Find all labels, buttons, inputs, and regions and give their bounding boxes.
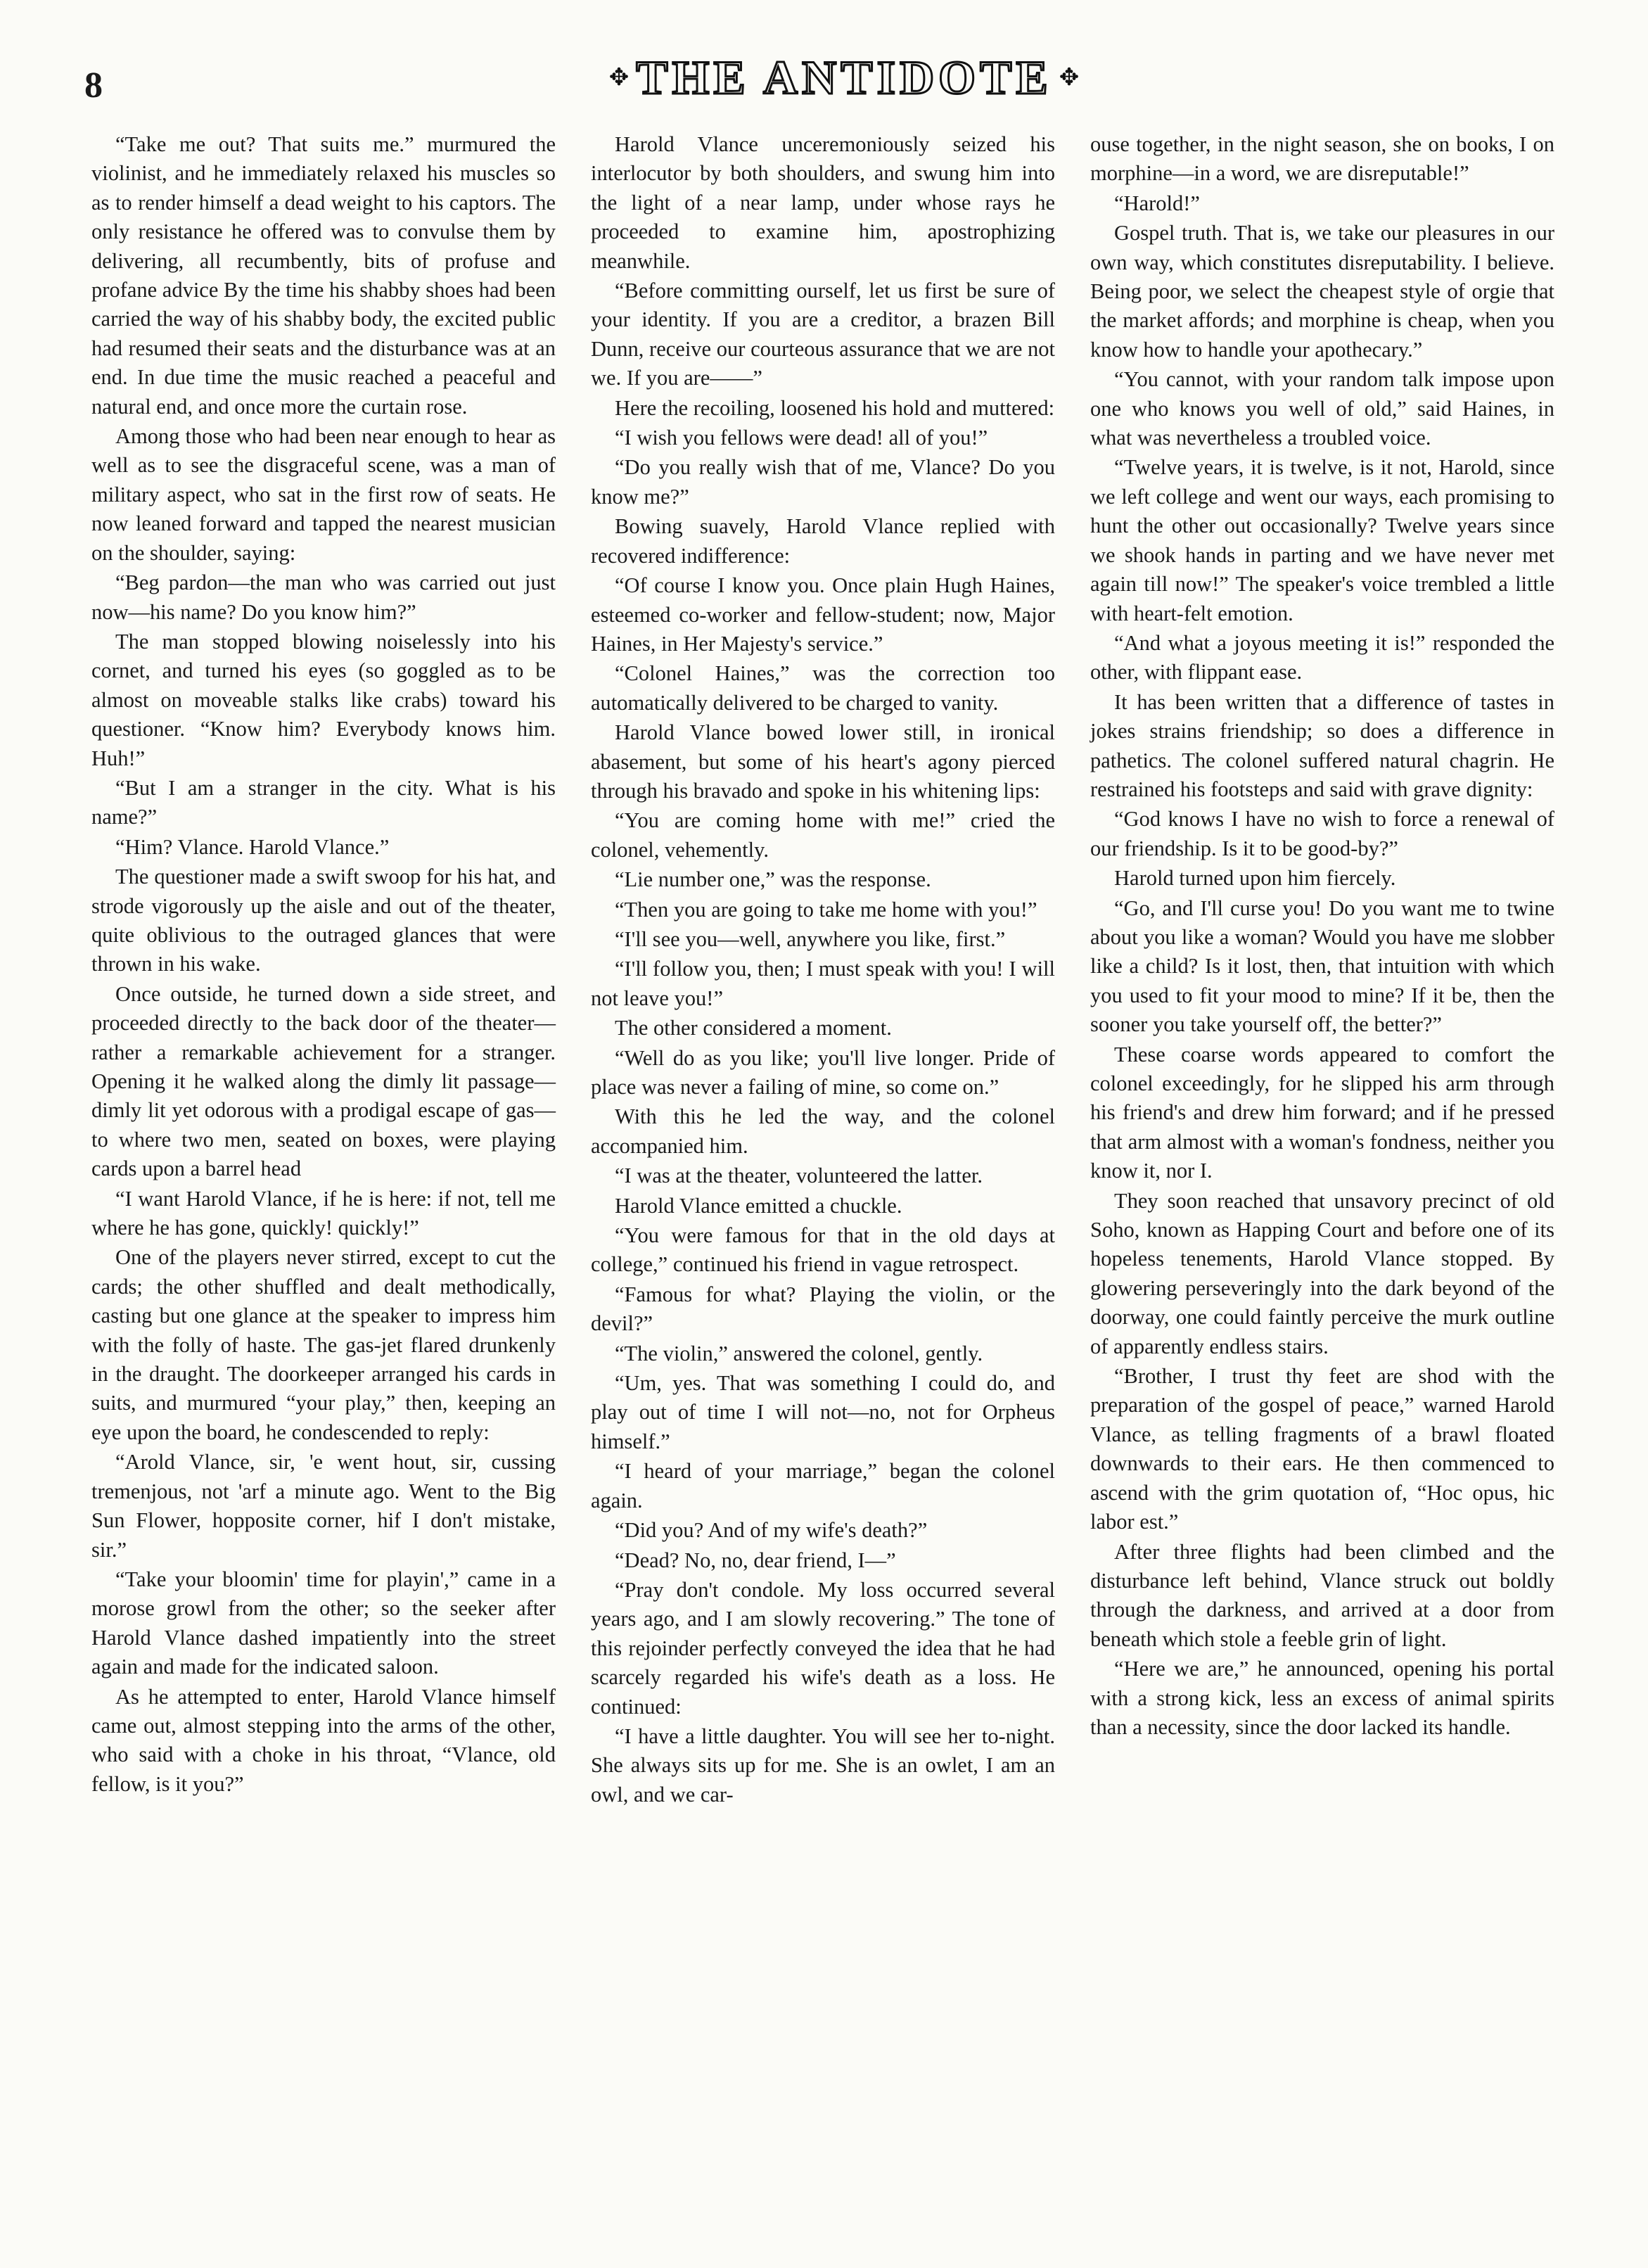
- paragraph: The other considered a moment.: [615, 1016, 892, 1040]
- paragraph: The questioner made a swift swoop for his hat, and strode vigorously up the aisle and out of the theater, quite oblivious to the outraged glances that were thrown in his wake.: [91, 865, 556, 976]
- paragraph: Harold Vlance unceremoniously seized his interlocutor by both shoulders, and swung him into the light of a near lamp, under whose rays he proceeded to examine him, apostrophizing meanwhile.: [591, 132, 1055, 273]
- column-2: [591, 130, 1055, 2121]
- paragraph: Harold Vlance bowed lower still, in ironical abasement, but some of his heart's agony pierced through his bravado and spoke in his whitening lips:: [591, 720, 1055, 803]
- column-1: [91, 130, 556, 2121]
- paragraph: “Beg pardon—the man who was carried out just now—his name? Do you know him?”: [91, 571, 556, 624]
- paragraph: Once outside, he turned down a side street, and proceeded directly to the back door of the theater—rather a remarkable achievement for a stranger. Opening it he walked along the dimly lit passage—dimly lit yet odorous with a prodigal escape of gas—to where two men, seated on boxes, were playing cards upon a barrel head: [91, 981, 556, 1181]
- paragraph: “I want Harold Vlance, if he is here: if not, tell me where he has gone, quickly! quickly!”: [91, 1186, 556, 1240]
- paragraph: “God knows I have no wish to force a renewal of our friendship. Is it to be good-by?”: [1090, 807, 1554, 860]
- paragraph: They soon reached that unsavory precinct of old Soho, known as Happing Court and before one of its hopeless tenements, Harold Vlance stopped. By glowering perseveringly into the dark beyond of the doorway, one could faintly perceive the murk outline of apparently endless stairs.: [1090, 1188, 1554, 1358]
- paragraph: “I wish you fellows were dead! all of you!”: [615, 426, 988, 450]
- masthead-title: THE ANTIDOTE: [636, 50, 1052, 104]
- paragraph: Among those who had been near enough to hear as well as to see the disgraceful scene, was a man of military aspect, who sat in the first row of seats. He now leaned forward and tapped the nearest musician on the shoulder, saying:: [91, 424, 556, 565]
- masthead: [591, 49, 1097, 106]
- paragraph: The man stopped blowing noiselessly into his cornet, and turned his eyes (so goggled as to be almost on moveable stalks like crabs) toward his questioner. “Know him? Everybody knows him. Huh!”: [91, 629, 556, 770]
- paragraph: “Of course I know you. Once plain Hugh Haines, esteemed co-worker and fellow-student; now, Major Haines, in Her Majesty's service.”: [591, 573, 1055, 656]
- paragraph: “Colonel Haines,” was the correction too automatically delivered to be charged to vanity.: [591, 661, 1055, 715]
- paragraph: “Lie number one,” was the response.: [615, 867, 931, 892]
- paragraph: “Pray don't condole. My loss occurred several years ago, and I am slowly recovering.” The tone of this rejoinder perfectly conveyed the idea that he had scarcely regarded his wife's death as a loss. He continued:: [591, 1577, 1055, 1719]
- paragraph: “Take your bloomin' time for playin',” came in a morose growl from the other; so the seeker after Harold Vlance dashed impatiently into the street again and made for the indicated saloon.: [91, 1567, 556, 1679]
- paragraph: “Harold!”: [1114, 191, 1200, 215]
- paragraph: “Famous for what? Playing the violin, or the devil?”: [591, 1282, 1055, 1336]
- paragraph: “Well do as you like; you'll live longer. Pride of place was never a failing of mine, so come on.”: [591, 1045, 1055, 1099]
- paragraph: These coarse words appeared to comfort the colonel exceedingly, for he slipped his arm through his friend's and drew him forward; and if he pressed that arm almost with a woman's fondness, neither you know it, nor I.: [1090, 1042, 1554, 1183]
- ornament-left-icon: ✥: [608, 65, 630, 91]
- page-number: 8: [84, 65, 103, 106]
- paragraph: Harold Vlance emitted a chuckle.: [615, 1193, 902, 1218]
- paragraph: “I have a little daughter. You will see her to-night. She always sits up for me. She is an owlet, I am an owl, and we car-: [591, 1724, 1055, 1807]
- paragraph: “I'll follow you, then; I must speak with you! I will not leave you!”: [591, 957, 1055, 1010]
- paragraph: It has been written that a difference of tastes in jokes strains friendship; so does a difference in pathetics. The colonel suffered natural chagrin. He restrained his footsteps and said with grave dignity:: [1090, 689, 1554, 801]
- paragraph: “I was at the theater, volunteered the latter.: [615, 1164, 983, 1188]
- paragraph: “You are coming home with me!” cried the colonel, vehemently.: [591, 808, 1055, 862]
- paragraph: “Twelve years, it is twelve, is it not, Harold, since we left college and went our ways, each promising to hunt the other out occasionally? Twelve years since we shook hands in parting and we have never met again till now!” The speaker's voice trembled a little with heart-felt emotion.: [1090, 455, 1554, 625]
- paragraph: “You cannot, with your random talk impose upon one who knows you well of old,” said Haines, in what was nevertheless a troubled voice.: [1090, 367, 1554, 450]
- paragraph: “I heard of your marriage,” began the colonel again.: [591, 1459, 1055, 1512]
- paragraph: “But I am a stranger in the city. What is his name?”: [91, 775, 556, 829]
- paragraph: Harold turned upon him fiercely.: [1114, 866, 1396, 891]
- paragraph: “Then you are going to take me home with you!”: [615, 897, 1037, 922]
- paragraph: “Brother, I trust thy feet are shod with the preparation of the gospel of peace,” warned Harold Vlance, as telling fragments of a brawl floated downwards to their ears. He then commenced to ascend with the grim quotation of, “Hoc opus, hic labor est.”: [1090, 1364, 1554, 1534]
- paragraph: “Arold Vlance, sir, 'e went hout, sir, cussing tremenjous, not 'arf a minute ago. Went to the Big Sun Flower, hopposite corner, hif I don't mistake, sir.”: [91, 1450, 556, 1562]
- paragraph: “Here we are,” he announced, opening his portal with a strong kick, less an excess of animal spirits than a necessity, since the door lacked its handle.: [1090, 1657, 1554, 1739]
- paragraph: Bowing suavely, Harold Vlance replied with recovered indifference:: [591, 514, 1055, 568]
- paragraph: “Do you really wish that of me, Vlance? Do you know me?”: [591, 455, 1055, 509]
- paragraph: “Take me out? That suits me.” murmured the violinist, and he immediately relaxed his muscles so as to render himself a dead weight to his captors. The only resistance he offered was to convulse them by delivering, all recumbently, bits of profuse and profane advice By the time his shabby shoes had been carried the way of his shabby body, the excited public had resumed their seats and the disturbance was at an end. In due time the music reached a peaceful and natural end, and once more the curtain rose.: [91, 132, 556, 419]
- ornament-right-icon: ✥: [1059, 65, 1080, 91]
- paragraph: Gospel truth. That is, we take our pleasures in our own way, which constitutes disreputability. I believe. Being poor, we select the cheapest style of orgie that the market affords; and morphine is cheap, when you know how to handle your apothecary.”: [1090, 221, 1554, 362]
- paragraph: ouse together, in the night season, she on books, I on morphine—in a word, we are disreputable!”: [1090, 132, 1554, 186]
- paragraph: With this he led the way, and the colonel accompanied him.: [591, 1104, 1055, 1158]
- paragraph: “And what a joyous meeting it is!” responded the other, with flippant ease.: [1090, 630, 1554, 684]
- paragraph: “Before committing ourself, let us first be sure of your identity. If you are a creditor, a brazen Bill Dunn, receive our courteous assurance that we are not we. If you are——”: [591, 279, 1055, 390]
- article-columns: [91, 130, 1554, 2121]
- paragraph: One of the players never stirred, except to cut the cards; the other shuffled and dealt methodically, casting but one glance at the speaker to impress him with the folly of haste. The gas-jet flared drunkenly in the draught. The doorkeeper arranged his cards in suits, and murmured “your play,” then, keeping an eye upon the board, he condescended to reply:: [91, 1245, 556, 1444]
- paragraph: “The violin,” answered the colonel, gently.: [615, 1341, 983, 1365]
- paragraph: “Um, yes. That was something I could do, and play out of time I will not—no, not for Orpheus himself.”: [591, 1371, 1055, 1453]
- paragraph: “I'll see you—well, anywhere you like, first.”: [615, 926, 1006, 951]
- paragraph: As he attempted to enter, Harold Vlance himself came out, almost stepping into the arms of the other, who said with a choke in his throat, “Vlance, old fellow, is it you?”: [91, 1684, 556, 1796]
- paragraph: “Did you? And of my wife's death?”: [615, 1518, 928, 1543]
- paragraph: “Dead? No, no, dear friend, I—”: [615, 1548, 896, 1572]
- paragraph: “Him? Vlance. Harold Vlance.”: [115, 834, 390, 859]
- paragraph: After three flights had been climbed and the disturbance left behind, Vlance struck out boldly through the darkness, and arrived at a door from beneath which stole a feeble grin of light.: [1090, 1539, 1554, 1651]
- paragraph: “You were famous for that in the old days at college,” continued his friend in vague retrospect.: [591, 1223, 1055, 1277]
- column-3: [1090, 130, 1554, 2121]
- paragraph: “Go, and I'll curse you! Do you want me to twine about you like a woman? Would you have me slobber like a child? Is it lost, then, that intuition with which you used to fit your mood to mine? If it be, then the sooner you take yourself off, the better?”: [1090, 896, 1554, 1037]
- paragraph: Here the recoiling, loosened his hold and muttered:: [615, 395, 1055, 420]
